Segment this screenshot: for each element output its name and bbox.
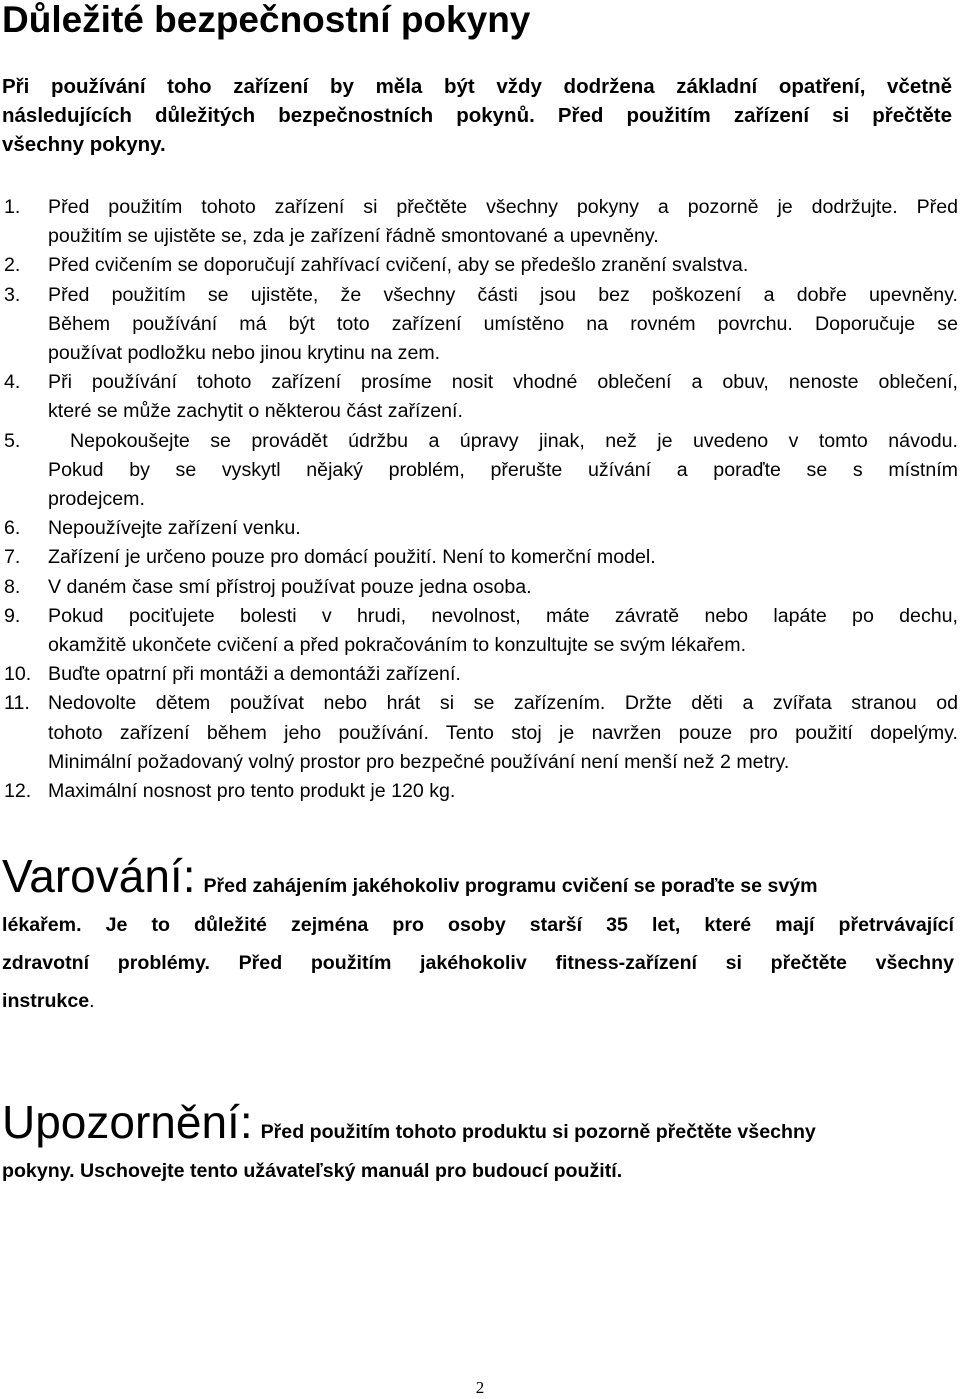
item-text-line: Nepoužívejte zařízení venku. <box>48 517 301 540</box>
item-text-line: Buďte opatrní při montáži a demontáži zařízení. <box>48 663 461 686</box>
item-text-line: Pokud pociťujete bolesti v hrudi, nevolnost, máte závratě nebo lapáte po dechu, <box>48 604 958 627</box>
list-item <box>0 368 958 426</box>
intro-line: všechny pokyny. <box>2 133 166 156</box>
item-text-line: Během používání má být toto zařízení umístěno na rovném povrchu. Doporučuje se <box>48 312 958 335</box>
item-text-line: Pokud by se vyskytl nějaký problém, přerušte užívání a poraďte se s místním <box>48 458 958 481</box>
item-text-line: okamžitě ukončete cvičení a před pokračováním to konzultujte se svým lékařem. <box>48 634 747 657</box>
warning-heading: Varování: <box>2 850 196 902</box>
list-item <box>0 427 958 515</box>
caution-text-line: pokyny. Uschovejte tento užávateľský manuál pro budoucí použití. <box>2 1160 623 1182</box>
caution-lead-line <box>2 1092 954 1152</box>
list-item <box>0 573 958 602</box>
intro-line: Při používání toho zařízení by měla být vždy dodržena základní opatření, včetně <box>2 75 952 98</box>
item-text-line: které se může zachytit o některou část zařízení. <box>48 400 463 423</box>
item-text-line: V daném čase smí přístroj používat pouze jedna osoba. <box>48 575 532 598</box>
warning-heading-rest: Před zahájením jakéhokoliv programu cvičení se poraďte se svým <box>203 875 818 897</box>
list-item <box>0 193 958 251</box>
page-title: Důležité bezpečnostní pokyny <box>2 0 531 40</box>
item-text-line: Před použitím se ujistěte, že všechny části jsou bez poškození a dobře upevněny. <box>48 283 958 306</box>
caution-heading-rest: Před použitím tohoto produktu si pozorně přečtěte všechny <box>260 1121 816 1143</box>
item-text-line: Minimální požadovaný volný prostor pro bezpečné používání není menší než 2 metry. <box>48 750 790 773</box>
caution-heading: Upozornění: <box>2 1096 253 1148</box>
item-number: 2. <box>4 254 21 277</box>
list-item <box>0 660 958 689</box>
item-text-line: Nepokoušejte se provádět údržbu a úpravy jinak, než je uvedeno v tomto návodu. <box>70 429 958 452</box>
warning-last-word: instrukce <box>2 990 90 1012</box>
warning-last-line <box>2 982 954 1020</box>
item-text-line: Před cvičením se doporučují zahřívací cvičení, aby se předešlo zranění svalstva. <box>48 254 749 277</box>
list-item <box>0 689 958 777</box>
page-number: 2 <box>475 1378 485 1397</box>
list-item <box>0 514 958 543</box>
item-number: 7. <box>4 546 21 569</box>
item-number: 6. <box>4 517 21 540</box>
item-text-line: používat podložku nebo jinou krytinu na zem. <box>48 342 441 365</box>
warning-lead-line <box>2 846 954 906</box>
item-text-line: použitím se ujistěte se, zda je zařízení řádně smontované a upevněny. <box>48 225 659 248</box>
intro-line: následujících důležitých bezpečnostních pokynů. Před použitím zařízení si přečtěte <box>2 104 952 127</box>
item-number: 3. <box>4 283 21 306</box>
item-text-line: Maximální nosnost pro tento produkt je 120 kg. <box>48 780 456 803</box>
item-number: 5. <box>4 429 21 452</box>
warning-notice <box>2 846 954 1020</box>
item-text-line: Při používání tohoto zařízení prosíme nosit vhodné oblečení a obuv, nenoste oblečení, <box>48 371 958 394</box>
item-number: 10. <box>4 663 32 686</box>
item-number: 4. <box>4 371 21 394</box>
item-number: 11. <box>4 692 30 715</box>
caution-notice <box>2 1092 954 1190</box>
intro-paragraph <box>2 72 952 159</box>
item-number: 12. <box>4 780 32 803</box>
item-text-line: Nedovolte dětem používat nebo hrát si se zařízením. Držte děti a zvířata stranou od <box>48 692 958 715</box>
item-text-line: Zařízení je určeno pouze pro domácí použití. Není to komerční model. <box>48 546 656 569</box>
item-number: 9. <box>4 604 21 627</box>
list-item <box>0 777 958 806</box>
item-number: 1. <box>4 196 21 218</box>
item-text-line: prodejcem. <box>48 488 145 511</box>
list-item <box>0 251 958 280</box>
list-item <box>0 281 958 369</box>
item-number: 8. <box>4 575 21 598</box>
warning-text-line: lékařem. Je to důležité zejména pro osoby starší 35 let, které mají přetrvávající <box>2 914 954 936</box>
warning-text-line: zdravotní problémy. Před použitím jakéhokoliv fitness-zařízení si přečtěte všechny <box>2 952 954 974</box>
list-item <box>0 602 958 660</box>
list-item <box>0 543 958 572</box>
item-text-line: tohoto zařízení během jeho používání. Tento stoj je navržen pouze pro použití dopelýmy. <box>48 721 958 744</box>
warning-last-period: . <box>89 990 95 1012</box>
item-text-line: Před použitím tohoto zařízení si přečtěte všechny pokyny a pozorně je dodržujte. Před <box>48 196 958 218</box>
safety-instructions-list <box>0 193 958 806</box>
